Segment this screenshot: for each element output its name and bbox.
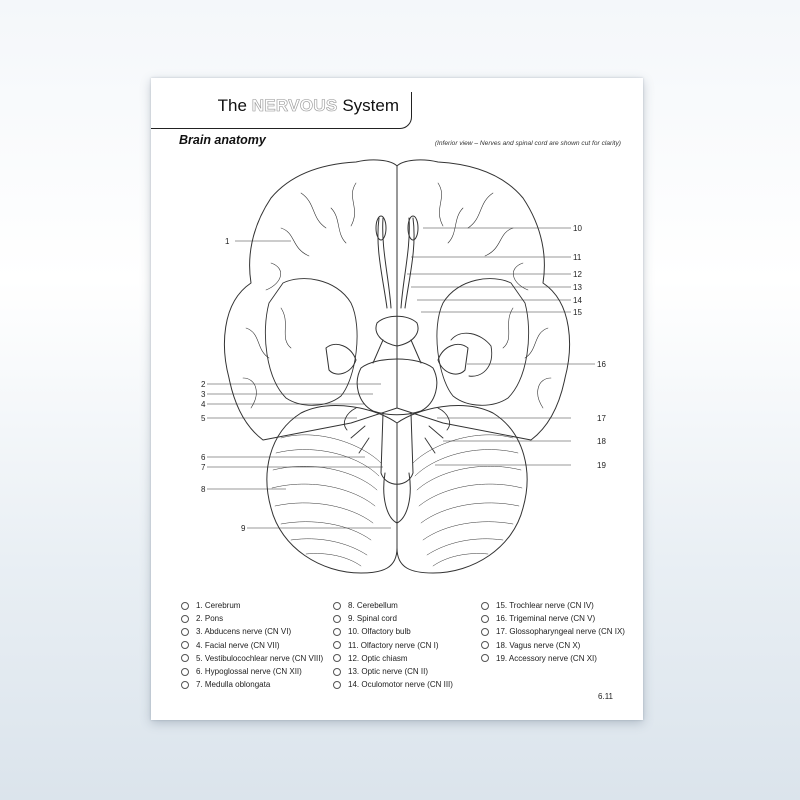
legend-item[interactable]: 13. Optic nerve (CN II) (333, 665, 481, 678)
label-19: 19 (597, 461, 606, 470)
legend-column-3 (481, 599, 625, 691)
label-4: 4 (201, 400, 206, 409)
checkbox-circle-icon[interactable] (181, 668, 189, 676)
checkbox-circle-icon[interactable] (333, 654, 341, 662)
title-prefix: The (217, 96, 247, 115)
legend-item[interactable]: 16. Trigeminal nerve (CN V) (481, 612, 621, 625)
checkbox-circle-icon[interactable] (333, 641, 341, 649)
legend-item[interactable]: 11. Olfactory nerve (CN I) (333, 639, 481, 652)
legend-item[interactable]: 14. Oculomotor nerve (CN III) (333, 678, 481, 691)
legend-item[interactable]: 8. Cerebellum (333, 599, 481, 612)
checkbox-circle-icon[interactable] (333, 628, 341, 636)
brain-diagram (151, 78, 643, 598)
checkbox-circle-icon[interactable] (481, 654, 489, 662)
checkbox-circle-icon[interactable] (181, 615, 189, 623)
legend-item[interactable]: 2. Pons (181, 612, 333, 625)
checkbox-circle-icon[interactable] (481, 602, 489, 610)
label-11: 11 (573, 253, 582, 262)
label-17: 17 (597, 414, 606, 423)
left-frontal-lobe (224, 160, 397, 440)
answer-legend (181, 599, 625, 691)
checkbox-circle-icon[interactable] (333, 615, 341, 623)
checkbox-circle-icon[interactable] (181, 602, 189, 610)
checkbox-circle-icon[interactable] (481, 628, 489, 636)
label-12: 12 (573, 270, 582, 279)
checkbox-circle-icon[interactable] (181, 628, 189, 636)
label-10: 10 (573, 224, 582, 233)
legend-item[interactable]: 1. Cerebrum (181, 599, 333, 612)
checkbox-circle-icon[interactable] (481, 641, 489, 649)
checkbox-circle-icon[interactable] (333, 602, 341, 610)
worksheet-page (151, 78, 643, 720)
trigeminal-left (326, 344, 356, 374)
label-15: 15 (573, 308, 582, 317)
legend-item[interactable]: 9. Spinal cord (333, 612, 481, 625)
label-14: 14 (573, 296, 582, 305)
legend-item[interactable]: 3. Abducens nerve (CN VI) (181, 625, 333, 638)
legend-item[interactable]: 7. Medulla oblongata (181, 678, 333, 691)
checkbox-circle-icon[interactable] (333, 668, 341, 676)
right-temporal-lobe (437, 279, 529, 406)
view-note: (Inferior view – Nerves and spinal cord are shown cut for clarity) (434, 140, 621, 147)
legend-column-2 (333, 599, 481, 691)
left-temporal-lobe (265, 279, 357, 406)
label-1: 1 (225, 237, 230, 246)
legend-item[interactable]: 4. Facial nerve (CN VII) (181, 639, 333, 652)
legend-item[interactable]: 17. Glossopharyngeal nerve (CN IX) (481, 625, 621, 638)
legend-item[interactable]: 19. Accessory nerve (CN XI) (481, 652, 621, 665)
legend-item[interactable]: 6. Hypoglossal nerve (CN XII) (181, 665, 333, 678)
checkbox-circle-icon[interactable] (181, 654, 189, 662)
legend-column-1 (181, 599, 333, 691)
checkbox-circle-icon[interactable] (333, 681, 341, 689)
right-cerebellum (397, 406, 527, 573)
label-16: 16 (597, 360, 606, 369)
label-5: 5 (201, 414, 206, 423)
label-9: 9 (241, 524, 246, 533)
label-18: 18 (597, 437, 606, 446)
left-cerebellum (267, 406, 397, 573)
label-8: 8 (201, 485, 206, 494)
checkbox-circle-icon[interactable] (181, 681, 189, 689)
legend-item[interactable]: 18. Vagus nerve (CN X) (481, 639, 621, 652)
section-title: Brain anatomy (179, 133, 266, 147)
title-suffix: System (342, 96, 399, 115)
page-number: 6.11 (598, 692, 613, 701)
legend-item[interactable]: 5. Vestibulocochlear nerve (CN VIII) (181, 652, 333, 665)
checkbox-circle-icon[interactable] (181, 641, 189, 649)
checkbox-circle-icon[interactable] (481, 615, 489, 623)
legend-item[interactable]: 10. Olfactory bulb (333, 625, 481, 638)
legend-item[interactable]: 12. Optic chiasm (333, 652, 481, 665)
title-highlight: NERVOUS (251, 96, 338, 115)
label-2: 2 (201, 380, 206, 389)
label-13: 13 (573, 283, 582, 292)
label-3: 3 (201, 390, 206, 399)
label-6: 6 (201, 453, 206, 462)
trigeminal-right (438, 344, 468, 374)
legend-item[interactable]: 15. Trochlear nerve (CN IV) (481, 599, 621, 612)
label-7: 7 (201, 463, 206, 472)
